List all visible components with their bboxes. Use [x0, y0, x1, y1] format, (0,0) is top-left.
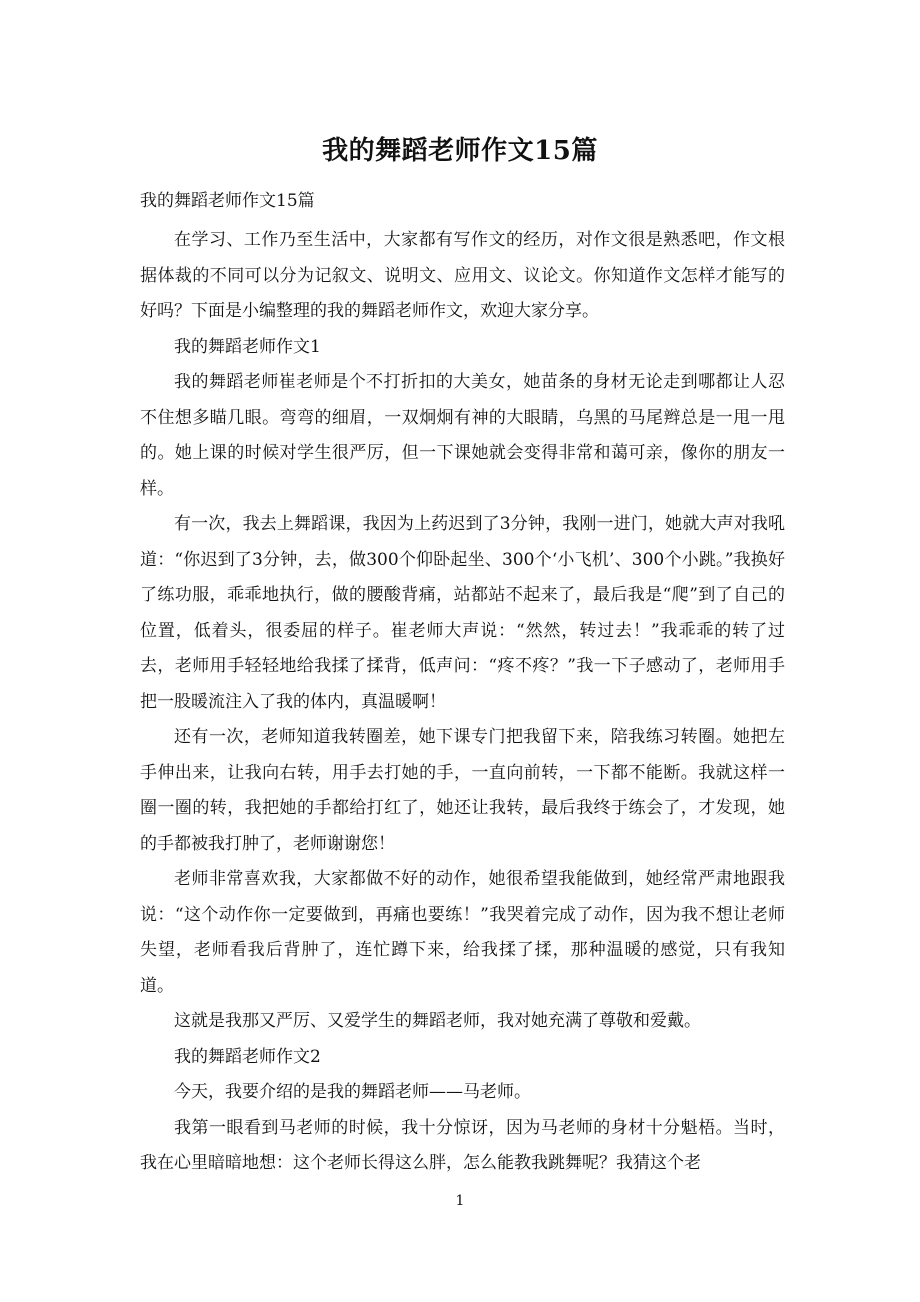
- intro-paragraph: 在学习、工作乃至生活中，大家都有写作文的经历，对作文很是熟悉吧，作文根据体裁的不同可以分为记叙文、说明文、应用文、议论文。你知道作文怎样才能写的好吗？下面是小编整理的我的舞蹈老师作文，欢迎大家分享。: [140, 230, 785, 321]
- body-paragraph: 我第一眼看到马老师的时候，我十分惊讶，因为马老师的身材十分魁梧。当时，我在心里暗暗地想：这个老师长得这么胖，怎么能教我跳舞呢？我猜这个老: [140, 1117, 785, 1173]
- document-subtitle: 我的舞蹈老师作文15篇: [140, 191, 315, 211]
- body-paragraph: 我的舞蹈老师崔老师是个不打折扣的大美女，她苗条的身材无论走到哪都让人忍不住想多瞄几眼。弯弯的细眉，一双炯炯有神的大眼睛，乌黑的马尾辫总是一甩一甩的。她上课的时候对学生很严厉，但一下课她就会变得非常和蔼可亲，像你的朋友一样。: [140, 372, 785, 499]
- body-paragraph: 老师非常喜欢我，大家都做不好的动作，她很希望我能做到，她经常严肃地跟我说：“这个动作你一定要做到，再痛也要练！”我哭着完成了动作，因为我不想让老师失望，老师看我后背肿了，连忙蹲下来，给我揉了揉，那种温暖的感觉，只有我知道。: [140, 869, 785, 996]
- body-paragraph: 今天，我要介绍的是我的舞蹈老师——马老师。: [174, 1082, 531, 1102]
- body-paragraph: 有一次，我去上舞蹈课，我因为上药迟到了3分钟，我刚一进门，她就大声对我吼道：“你迟到了3分钟，去，做300个仰卧起坐、300个‘小飞机’、300个小跳。”我换好了练功服，乖乖地执行，做的腰酸背痛，站都站不起来了，最后我是“爬”到了自己的位置，低着头，很委屈的样子。崔老师大声说：“然然，转过去！”我乖乖的转了过去，老师用手轻轻地给我揉了揉背，低声问：“疼不疼？”我一下子感动了，老师用手把一股暖流注入了我的体内，真温暖啊！: [140, 514, 785, 712]
- page-number: 1: [455, 1193, 465, 1209]
- document-body: [140, 223, 785, 1182]
- body-paragraph: 这就是我那又严厉、又爱学生的舞蹈老师，我对她充满了尊敬和爱戴。: [174, 1011, 701, 1031]
- body-paragraph: 还有一次，老师知道我转圈差，她下课专门把我留下来，陪我练习转圈。她把左手伸出来，让我向右转，用手去打她的手，一直向前转，一下都不能断。我就这样一圈一圈的转，我把她的手都给打红了，她还让我转，最后我终于练会了，才发现，她的手都被我打肿了，老师谢谢您！: [140, 727, 785, 854]
- section-heading-2: 我的舞蹈老师作文2: [174, 1046, 321, 1067]
- page-title: 我的舞蹈老师作文15篇: [322, 136, 598, 166]
- section-heading-1: 我的舞蹈老师作文1: [174, 336, 321, 357]
